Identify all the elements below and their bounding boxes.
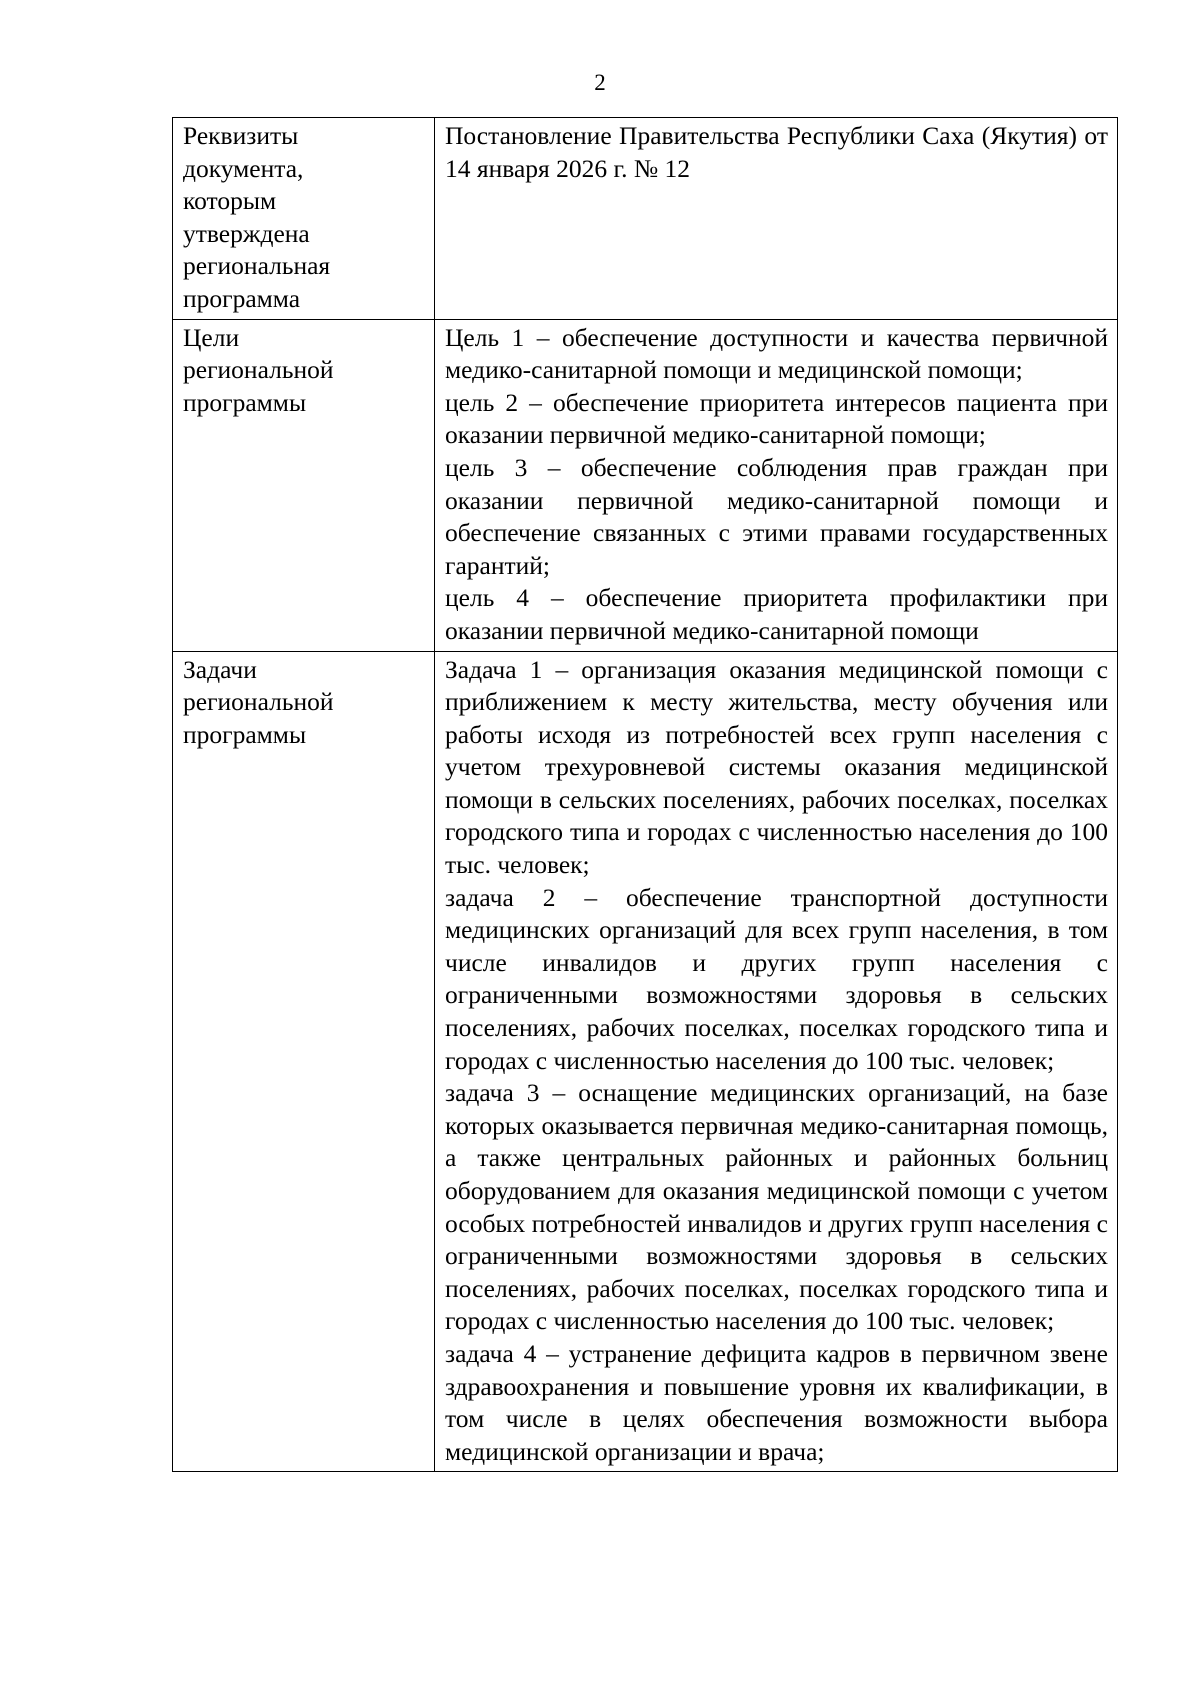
row-label-program-tasks [173,651,435,1472]
row-value-program-goals [435,319,1118,651]
label-line: региональная [183,251,331,281]
label-line: программы [183,387,307,417]
table-row-program-goals [173,319,1118,651]
task-item: Задача 1 – организация оказания медицинской помощи с приближением к месту жительства, месту обучения или работы исходя из потребностей всех групп населения с учетом трехуровневой системы оказания медицинской помощи в сельских поселениях, рабочих поселках, поселках городского типа и городах с численностью населения до 100 тыс. человек; [445,654,1108,880]
label-line: региональной [183,355,334,385]
goal-item: цель 4 – обеспечение приоритета профилактики при оказании первичной медико-санитарной помощи [445,583,1108,645]
table-row-document-details [173,118,1118,320]
document-reference-text: Постановление Правительства Республики Саха (Якутия) от 14 января 2026 г. № 12 [445,121,1108,183]
table-row-program-tasks [173,651,1118,1472]
program-passport-table [172,117,1118,1472]
goal-item: Цель 1 – обеспечение доступности и качества первичной медико-санитарной помощи и медицинской помощи; [445,322,1108,385]
label-line: утверждена [183,218,310,248]
label-line: региональной [183,687,334,717]
task-item: задача 4 – устранение дефицита кадров в первичном звене здравоохранения и повышение уровня их квалификации, в том числе в целях обеспечения возможности выбора медицинской организации и врача; [445,1338,1108,1466]
label-line: Цели [183,322,240,352]
task-item: задача 3 – оснащение медицинских организаций, на базе которых оказывается первичная медико-санитарная помощь, а также центральных районных и районных больниц оборудованием для оказания медицинской помощи с учетом особых потребностей инвалидов и других групп населения с ограниченными возможностями здоровья в сельских поселениях, рабочих поселках, поселках городского типа и городах с численностью населения до 100 тыс. человек; [445,1078,1108,1336]
task-item: задача 2 – обеспечение транспортной доступности медицинских организаций для всех групп населения, в том числе инвалидов и других групп населения с ограниченными возможностями здоровья в сельских поселениях, рабочих поселках, поселках городского типа и городах с численностью населения до 100 тыс. человек; [445,882,1108,1075]
page-number: 2 [594,70,606,95]
label-line: Задачи [183,654,257,684]
label-line: программа [183,283,301,313]
goal-item: цель 3 – обеспечение соблюдения прав граждан при оказании первичной медико-санитарной помощи и обеспечение связанных с этими правами государственных гарантий; [445,452,1108,580]
label-line: документа, [183,153,304,183]
row-value-program-tasks [435,651,1118,1472]
label-line: программы [183,719,307,749]
row-label-document-details [173,118,435,320]
goal-item: цель 2 – обеспечение приоритета интересов пациента при оказании первичной медико-санитарной помощи; [445,387,1108,450]
row-label-program-goals [173,319,435,651]
label-line: Реквизиты [183,121,299,150]
label-line: которым [183,186,277,216]
row-value-document-details [435,118,1118,320]
